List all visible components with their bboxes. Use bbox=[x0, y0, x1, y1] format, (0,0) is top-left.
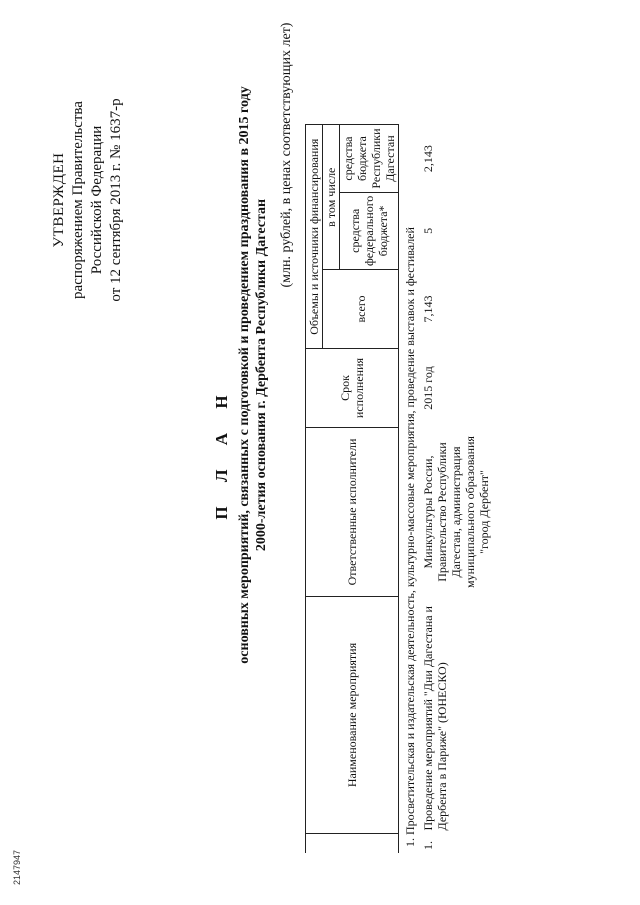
table-row bbox=[419, 125, 493, 853]
header-term: Срок исполнения bbox=[306, 349, 399, 428]
plan-subtitle-line-2: 2000-летия основания г. Дербента Республики Дагестан bbox=[254, 198, 269, 552]
header-republic: средства бюджета Республики Дагестан bbox=[340, 125, 399, 192]
plan-table bbox=[305, 124, 493, 853]
row-federal: 5 bbox=[421, 227, 435, 234]
row-total: 7,143 bbox=[421, 295, 435, 323]
approval-heading: УТВЕРЖДЕН bbox=[51, 152, 67, 248]
row-republic: 2,143 bbox=[421, 145, 435, 173]
header-total: всего bbox=[323, 270, 399, 349]
header-funding: Объемы и источники финансирования bbox=[306, 125, 323, 349]
approval-line-1: распоряжением Правительства bbox=[70, 101, 86, 299]
header-name: Наименование мероприятия bbox=[306, 597, 399, 834]
row-number: 1. bbox=[421, 841, 435, 850]
plan-subtitle-line-1: основных мероприятий, связанных с подготовкой и проведением празднования в 2015 году bbox=[237, 86, 252, 664]
table-header-row bbox=[306, 125, 323, 853]
plan-subtitle bbox=[236, 0, 270, 755]
header-including: в том числе bbox=[323, 125, 340, 270]
section-row bbox=[399, 125, 420, 853]
row-name: Проведение мероприятий "Дни Дагестана и Дербента в Париже" (ЮНЕСКО) bbox=[421, 606, 449, 831]
approval-line-2: Российской Федерации bbox=[89, 125, 105, 275]
section-title: 1. Просветительская и издательская деятельность, культурно-массовые мероприятия, проведение выставок и фестивалей bbox=[403, 227, 417, 847]
plan-title: П Л А Н bbox=[212, 385, 231, 520]
document-id: 2147947 bbox=[12, 849, 22, 885]
row-executors: Минкультуры России, Правительство Республики Дагестан, администрация муниципального образования "город Дербент" bbox=[421, 436, 491, 588]
header-number bbox=[306, 834, 399, 854]
row-term: 2015 год bbox=[421, 366, 435, 410]
units-note: (млн. рублей, в ценах соответствующих лет) bbox=[279, 22, 294, 288]
header-executors: Ответственные исполнители bbox=[306, 428, 399, 597]
header-federal: средства федерального бюджета* bbox=[340, 192, 399, 269]
approval-line-3: от 12 сентября 2013 г. № 1637-р bbox=[108, 98, 124, 302]
approval-stamp bbox=[50, 65, 126, 335]
